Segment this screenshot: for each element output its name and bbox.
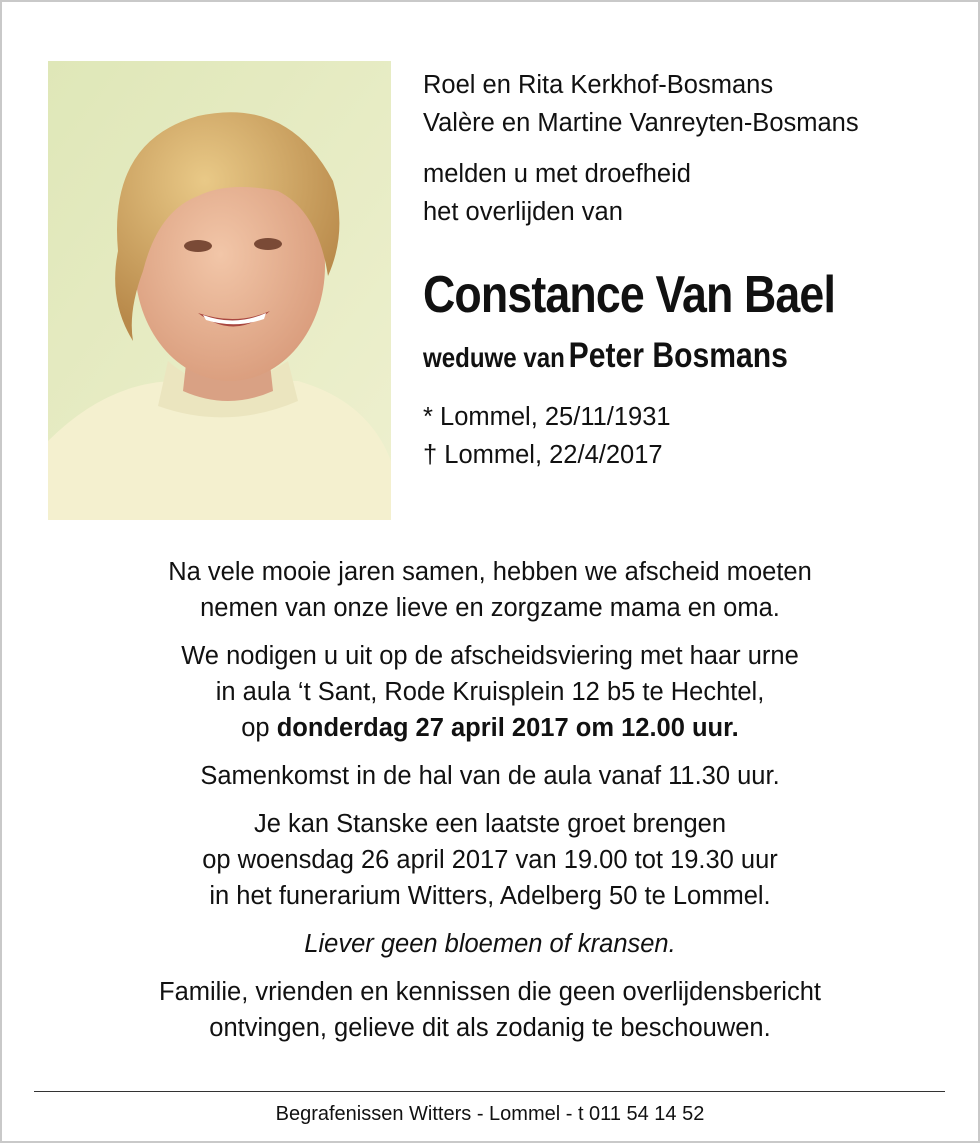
text-line: op woensdag 26 april 2017 van 19.00 tot 19.30 uur: [202, 846, 778, 874]
announcement-line: het overlijden van: [423, 198, 623, 226]
announcement: [423, 155, 968, 231]
portrait-photo: [48, 61, 391, 520]
text-line: in het funerarium Witters, Adelberg 50 te Lommel.: [209, 882, 771, 910]
text-line: Samenkomst in de hal van de aula vanaf 11.30 uur.: [200, 762, 780, 790]
death-date: † Lommel, 22/4/2017: [423, 441, 663, 469]
paragraph-visitation: [0, 806, 980, 914]
widow-prefix: weduwe van: [423, 342, 565, 373]
birth-date: * Lommel, 25/11/1931: [423, 403, 671, 431]
family-line: Roel en Rita Kerkhof-Bosmans: [423, 71, 774, 99]
deceased-name: Constance Van Bael: [423, 266, 836, 324]
husband-name: Peter Bosmans: [568, 336, 788, 375]
paragraph-gathering: [0, 758, 980, 794]
text-line: Je kan Stanske een laatste groet brengen: [253, 810, 727, 838]
paragraph-ceremony: [0, 638, 980, 746]
paragraph-notice: [0, 974, 980, 1046]
text-line: in aula ‘t Sant, Rode Kruisplein 12 b5 te Hechtel,: [215, 678, 765, 706]
footer-divider: [34, 1091, 945, 1092]
paragraph-farewell: [0, 554, 980, 626]
text-line: We nodigen u uit op de afscheidsviering met haar urne: [181, 642, 799, 670]
text-line: Na vele mooie jaren samen, hebben we afscheid moeten: [168, 558, 812, 586]
announcement-line: melden u met droefheid: [423, 160, 691, 188]
header-block: [423, 66, 968, 474]
ceremony-time-line: [0, 710, 980, 746]
text-line: Liever geen bloemen of kransen.: [304, 930, 676, 958]
paragraph-no-flowers: [0, 926, 980, 962]
ceremony-prefix: op: [241, 714, 270, 742]
family-line: Valère en Martine Vanreyten-Bosmans: [423, 109, 859, 137]
text-line: Familie, vrienden en kennissen die geen overlijdensbericht: [159, 978, 821, 1006]
widow-line: [423, 336, 892, 376]
life-dates: [423, 398, 968, 474]
funeral-home-footer: Begrafenissen Witters - Lommel - t 011 54 14 52: [275, 1103, 705, 1125]
ceremony-datetime: donderdag 27 april 2017 om 12.00 uur.: [276, 714, 739, 742]
family-list: [423, 66, 968, 142]
text-line: ontvingen, gelieve dit als zodanig te beschouwen.: [209, 1014, 771, 1042]
message-body: [0, 554, 980, 1058]
text-line: nemen van onze lieve en zorgzame mama en oma.: [200, 594, 780, 622]
